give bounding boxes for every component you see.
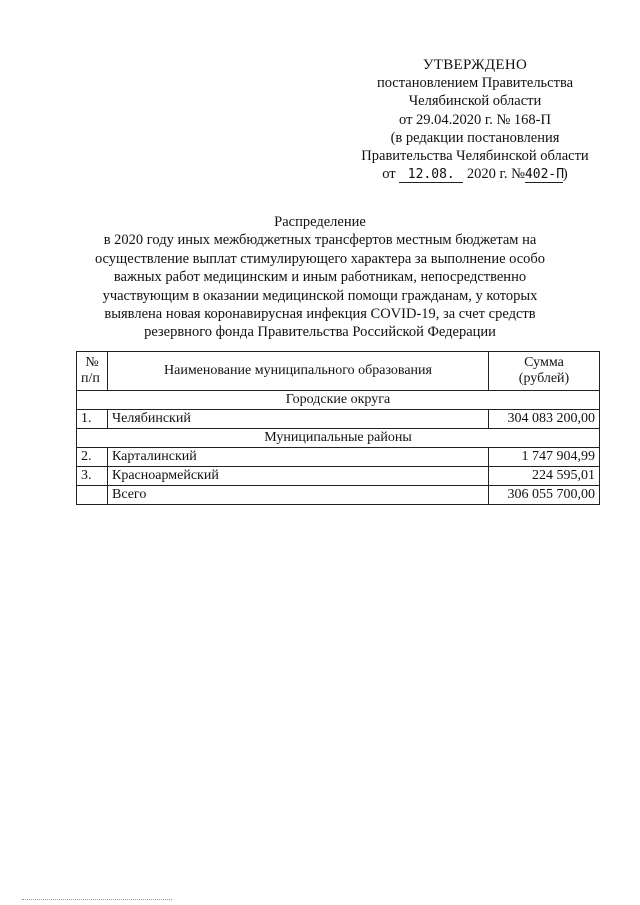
amendment-year: 2020 г. № <box>466 166 525 183</box>
header-number-line-1: № <box>85 355 99 370</box>
header-name: Наименование муниципального образования <box>108 352 489 391</box>
approval-line-2: Челябинской области <box>408 93 542 110</box>
row-amount: 1 747 904,99 <box>489 448 600 467</box>
row-number: 1. <box>77 410 108 429</box>
total-label: Всего <box>108 486 489 505</box>
row-municipality: Карталинский <box>108 448 489 467</box>
group-municipal-districts: Муниципальные районы <box>77 429 600 448</box>
approval-line-5: Правительства Челябинской области <box>361 148 589 165</box>
approval-line-1: постановлением Правительства <box>376 75 574 92</box>
title-line-3: осуществление выплат стимулирующего характера за выполнение особо <box>94 250 546 267</box>
row-amount: 224 595,01 <box>489 467 600 486</box>
row-number: 2. <box>77 448 108 467</box>
table-row <box>77 467 600 486</box>
title-line-4: важных работ медицинским и иным работникам, непосредственно <box>113 269 527 286</box>
total-number-cell <box>77 486 108 505</box>
title-line-1: Распределение <box>274 214 366 230</box>
approval-line-4: (в редакции постановления <box>390 129 560 146</box>
title-line-2: в 2020 году иных межбюджетных трансфертов местным бюджетам на <box>103 232 537 249</box>
table-header-row <box>77 352 600 391</box>
group-row <box>77 391 600 410</box>
handwritten-number: 402-П <box>524 167 565 183</box>
title-line-5: участвующим в оказании медицинской помощи гражданам, у которых <box>102 287 538 304</box>
title-line-7: резервного фонда Правительства Российской Федерации <box>144 324 496 341</box>
row-number: 3. <box>77 467 108 486</box>
group-urban-districts: Городские округа <box>77 391 600 410</box>
approval-stamp <box>340 56 610 183</box>
approval-heading: УТВЕРЖДЕНО <box>422 57 528 73</box>
header-number <box>77 352 108 391</box>
approval-line-3: от 29.04.2020 г. № 168-П <box>399 111 551 128</box>
header-sum-line-1: Сумма <box>524 355 564 370</box>
title-line-6: выявлена новая коронавирусная инфекция COVID-19, за счет средств <box>104 306 536 323</box>
document-title <box>80 213 560 342</box>
group-row <box>77 429 600 448</box>
distribution-table <box>76 351 600 505</box>
total-amount: 306 055 700,00 <box>489 486 600 505</box>
amendment-suffix: ) <box>562 166 568 183</box>
handwritten-date: 12.08. <box>399 167 463 183</box>
scan-edge-line <box>22 899 172 900</box>
header-number-line-2: п/п <box>81 371 100 386</box>
row-municipality: Челябинский <box>108 410 489 429</box>
header-sum-line-2: (рублей) <box>518 371 570 386</box>
header-sum <box>489 352 600 391</box>
row-municipality: Красноармейский <box>108 467 489 486</box>
amendment-prefix: от <box>382 166 396 183</box>
table-row <box>77 448 600 467</box>
amendment-reference <box>340 165 610 183</box>
total-row <box>77 486 600 505</box>
table-row <box>77 410 600 429</box>
row-amount: 304 083 200,00 <box>489 410 600 429</box>
